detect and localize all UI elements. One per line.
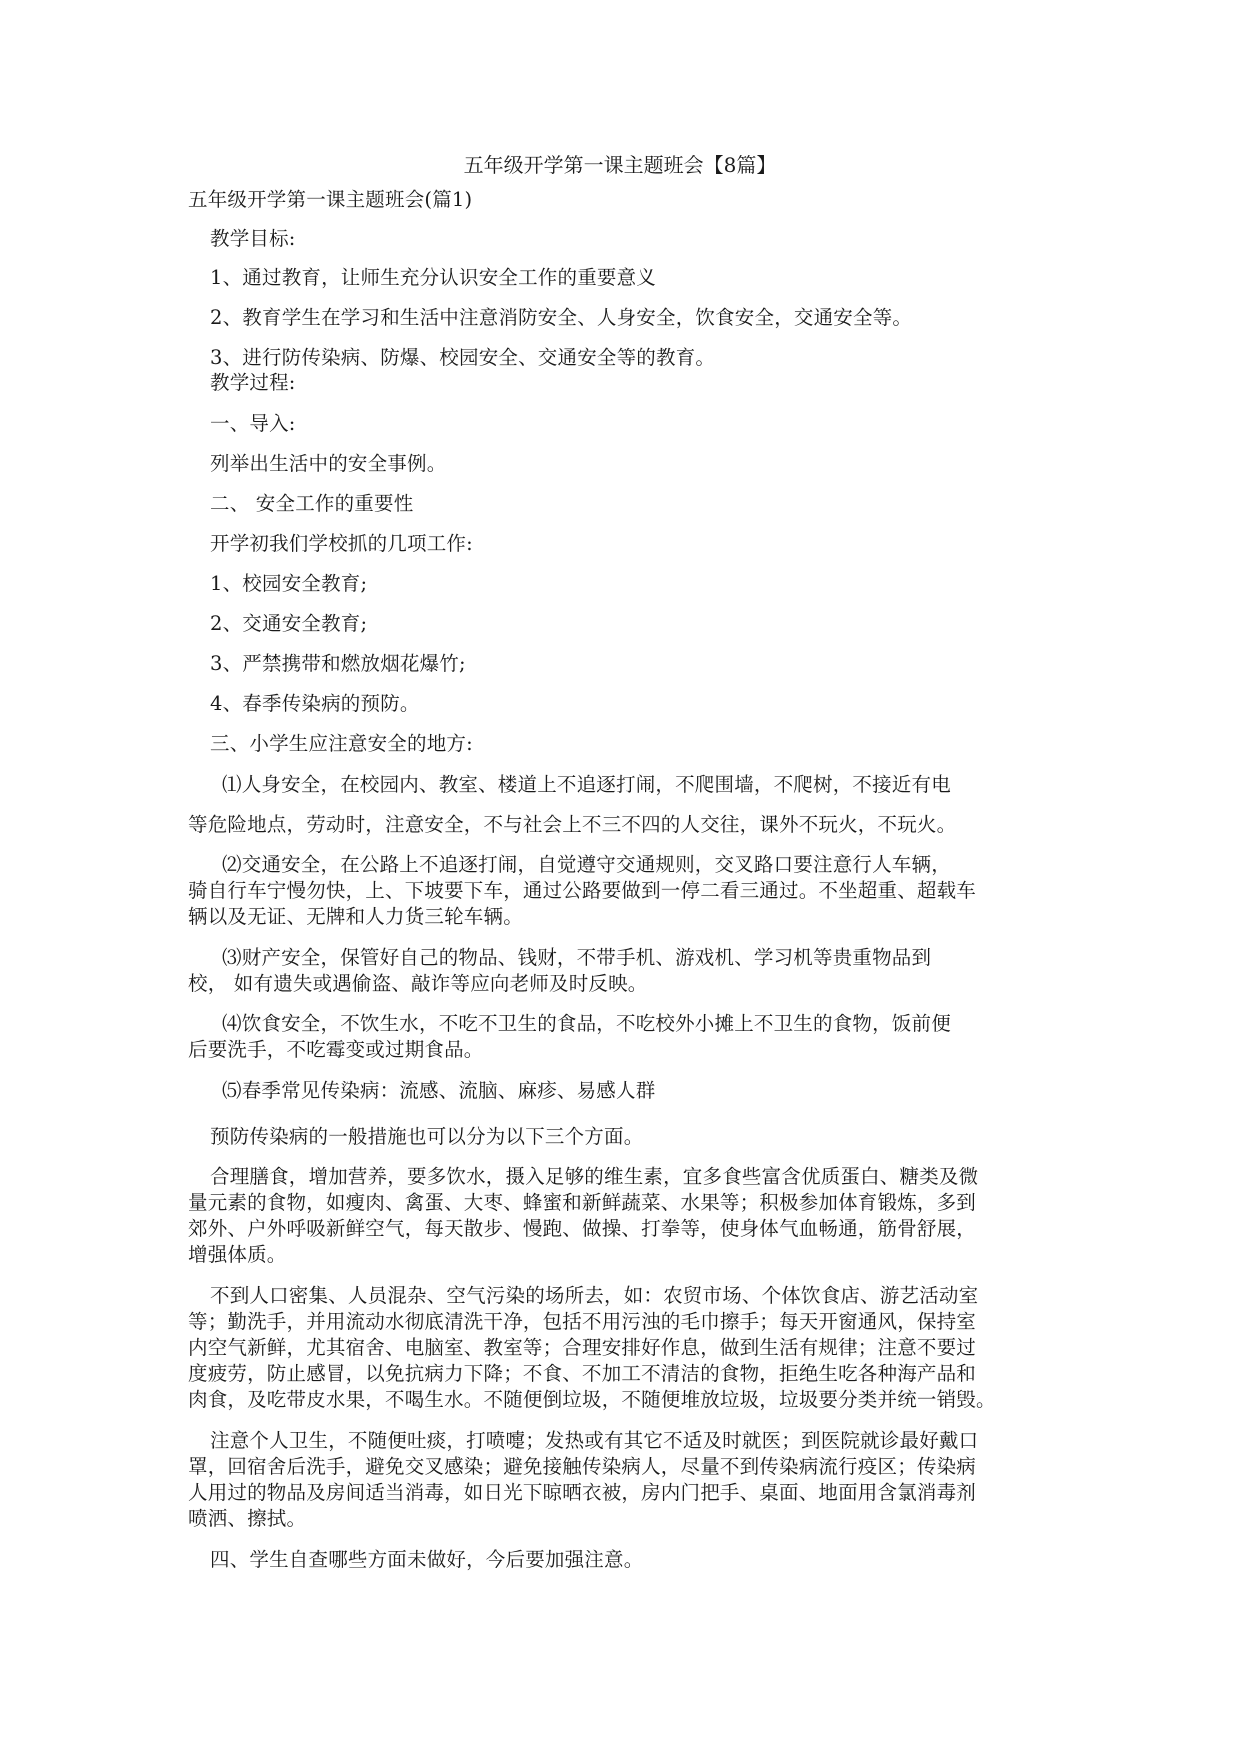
self-check-heading: 四、学生自查哪些方面未做好，今后要加强注意。 [210,1548,644,1571]
school-work-intro: 开学初我们学校抓的几项工作: [210,532,473,555]
prevention-para-3-line-4: 喷洒、擦拭。 [188,1507,307,1530]
goal-3: 3、进行防传染病、防爆、校园安全、交通安全等的教育。 [210,346,716,369]
prevention-para-2-line-3: 内空气新鲜，尤其宿舍、电脑室、教室等；合理安排好作息，做到生活有规律；注意不要过 [188,1336,977,1359]
prevention-para-2-line-1: 不到人口密集、人员混杂、空气污染的场所去，如：农贸市场、个体饮食店、游艺活动室 [210,1284,979,1307]
prevention-intro: 预防传染病的一般措施也可以分为以下三个方面。 [210,1125,644,1148]
safety-item-5: ⑸春季常见传染病：流感、流脑、麻疹、易感人群 [222,1079,656,1102]
teaching-process-label: 教学过程: [210,371,296,394]
goal-2: 2、教育学生在学习和生活中注意消防安全、人身安全，饮食安全，交通安全等。 [210,306,913,329]
prevention-para-3-line-1: 注意个人卫生，不随便吐痰，打喷嚏；发热或有其它不适及时就医；到医院就诊最好戴口 [210,1429,979,1452]
prevention-para-1-line-3: 郊外、户外呼吸新鲜空气，每天散步、慢跑、做操、打拳等，使身体气血畅通，筋骨舒展， [188,1217,977,1240]
teaching-goals-label: 教学目标: [210,227,296,250]
school-work-2: 2、交通安全教育; [210,612,368,635]
prevention-para-1-line-1: 合理膳食，增加营养，要多饮水，摄入足够的维生素，宜多食些富含优质蛋白、糖类及微 [210,1165,979,1188]
school-work-3: 3、严禁携带和燃放烟花爆竹; [210,652,466,675]
safety-item-3-line-1: ⑶财产安全，保管好自己的物品、钱财，不带手机、游戏机、学习机等贵重物品到 [222,946,932,969]
school-work-1: 1、校园安全教育; [210,572,368,595]
prevention-para-2-line-4: 度疲劳，防止感冒，以免抗病力下降；不食、不加工不清洁的食物，拒绝生吃各种海产品和 [188,1362,977,1385]
goal-1: 1、通过教育，让师生充分认识安全工作的重要意义 [210,266,657,289]
safety-item-2-line-3: 辆以及无证、无牌和人力货三轮车辆。 [188,905,523,928]
safety-item-2-line-2: 骑自行车宁慢勿快，上、下坡要下车，通过公路要做到一停二看三通过。不坐超重、超载车 [188,879,977,902]
safety-item-4-line-2: 后要洗手，不吃霉变或过期食品。 [188,1038,484,1061]
safety-item-3-line-2: 校， 如有遗失或遇偷盗、敲诈等应向老师及时反映。 [188,972,648,995]
prevention-para-1-line-2: 量元素的食物，如瘦肉、禽蛋、大枣、蜂蜜和新鲜蔬菜、水果等；积极参加体育锻炼，多到 [188,1191,977,1214]
document-title: 五年级开学第一课主题班会【8篇】 [463,153,777,177]
prevention-para-1-line-4: 增强体质。 [188,1243,287,1266]
safety-item-1-line-2: 等危险地点，劳动时，注意安全，不与社会上不三不四的人交往，课外不玩火，不玩火。 [188,813,957,836]
school-work-4: 4、春季传染病的预防。 [210,692,420,715]
safety-item-1-line-1: ⑴人身安全，在校园内、教室、楼道上不追逐打闹，不爬围墙，不爬树，不接近有电 [222,773,951,796]
section-heading: 五年级开学第一课主题班会(篇1) [188,188,473,211]
step-importance-heading: 二、 安全工作的重要性 [210,492,414,515]
safety-places-heading: 三、小学生应注意安全的地方: [210,732,473,755]
step-intro-text: 列举出生活中的安全事例。 [210,452,447,475]
prevention-para-2-line-5: 肉食，及吃带皮水果，不喝生水。不随便倒垃圾，不随便堆放垃圾，垃圾要分类并统一销毁。 [188,1388,996,1411]
safety-item-4-line-1: ⑷饮食安全，不饮生水，不吃不卫生的食品，不吃校外小摊上不卫生的食物，饭前便 [222,1012,951,1035]
prevention-para-3-line-3: 人用过的物品及房间适当消毒，如日光下晾晒衣被，房内门把手、桌面、地面用含氯消毒剂 [188,1481,977,1504]
prevention-para-2-line-2: 等；勤洗手，并用流动水彻底清洗干净，包括不用污浊的毛巾擦手；每天开窗通风，保持室 [188,1310,977,1333]
step-intro-heading: 一、导入: [210,412,296,435]
prevention-para-3-line-2: 罩，回宿舍后洗手，避免交叉感染；避免接触传染病人，尽量不到传染病流行疫区；传染病 [188,1455,977,1478]
safety-item-2-line-1: ⑵交通安全，在公路上不追逐打闹，自觉遵守交通规则，交叉路口要注意行人车辆， [222,853,951,876]
